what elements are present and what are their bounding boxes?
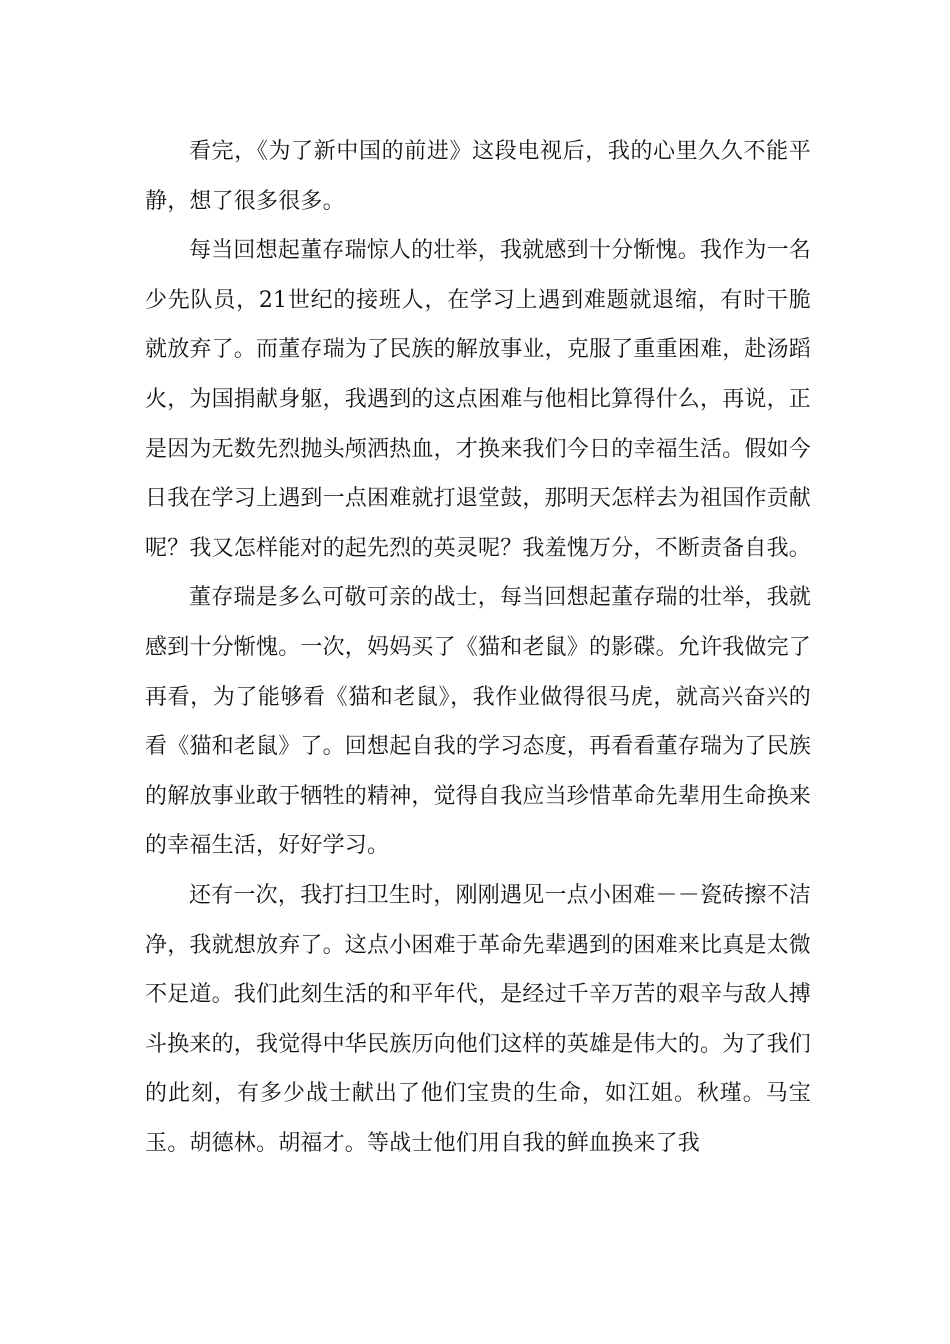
paragraph-3: 董存瑞是多么可敬可亲的战士，每当回想起董存瑞的壮举，我就感到十分惭愧。一次，妈妈买了《猫和老鼠》的影碟。允许我做完了再看，为了能够看《猫和老鼠》，我作业做得很马虎，就高兴奋兴的看《猫和老鼠》了。回想起自我的学习态度，再看看董存瑞为了民族的解放事业敢于牺牲的精神，觉得自我应当珍惜革命先辈用生命换来的幸福生活，好好学习。: [145, 585, 812, 859]
document-body: [145, 127, 811, 1168]
paragraph-2: 每当回想起董存瑞惊人的壮举，我就感到十分惭愧。我作为一名少先队员，21世纪的接班人，在学习上遇到难题就退缩，有时干脆就放弃了。而董存瑞为了民族的解放事业，克服了重重困难，赴汤蹈火，为国捐献身躯，我遇到的这点困难与他相比算得什么，再说，正是因为无数先烈抛头颅洒热血，才换来我们今日的幸福生活。假如今日我在学习上遇到一点困难就打退堂鼓，那明天怎样去为祖国作贡献呢？我又怎样能对的起先烈的英灵呢？我羞愧万分，不断责备自我。: [145, 238, 812, 561]
paragraph-1: 看完，《为了新中国的前进》这段电视后，我的心里久久不能平静，想了很多很多。: [145, 139, 811, 214]
paragraph-4: 还有一次，我打扫卫生时，刚刚遇见一点小困难－－瓷砖擦不洁净，我就想放弃了。这点小困难于革命先辈遇到的困难来比真是太微不足道。我们此刻生活的和平年代，是经过千辛万苦的艰辛与敌人搏斗换来的，我觉得中华民族历向他们这样的英雄是伟大的。为了我们的此刻，有多少战士献出了他们宝贵的生命，如江姐。秋瑾。马宝玉。胡德林。胡福才。等战士他们用自我的鲜血换来了我: [145, 882, 812, 1156]
